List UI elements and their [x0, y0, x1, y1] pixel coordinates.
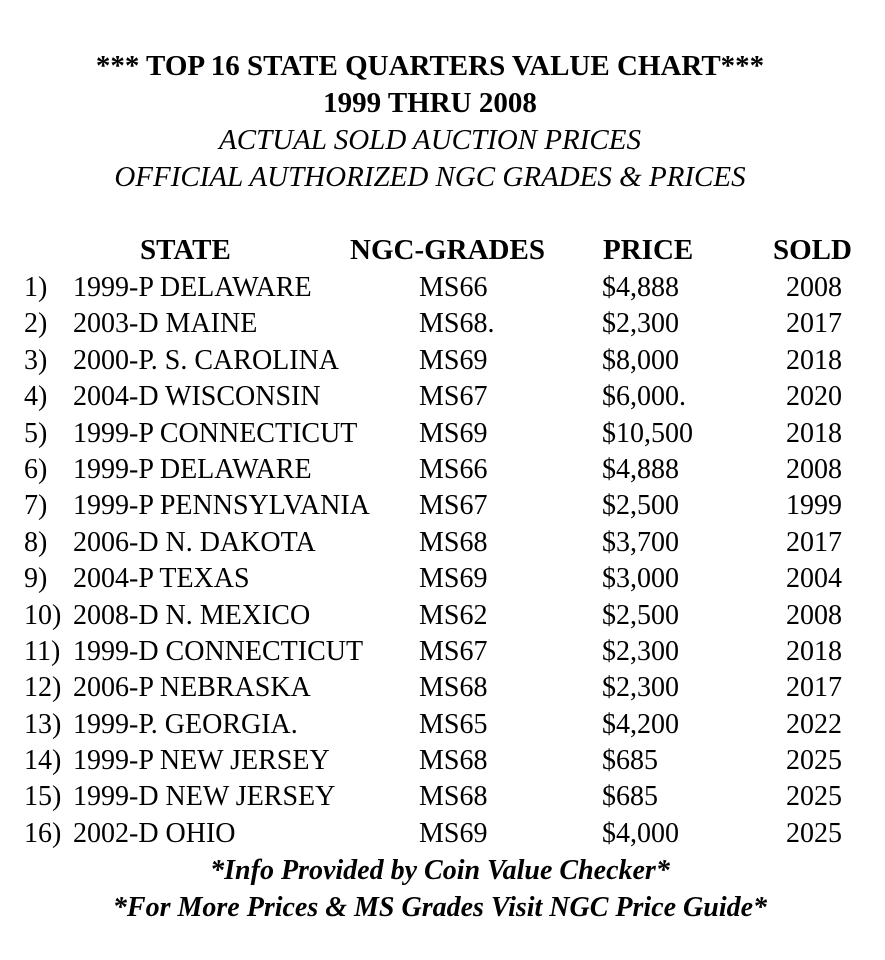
row-price: $4,888	[602, 272, 679, 303]
chart-header	[0, 48, 860, 196]
row-grade: MS67	[419, 635, 488, 667]
row-coin: 1999-P NEW JERSEY	[73, 745, 330, 777]
row-number: 9)	[24, 563, 48, 595]
row-sold-year: 2022	[786, 708, 842, 740]
row-sold-year: 1999	[786, 490, 842, 522]
row-coin: 1999-P CONNECTICUT	[73, 417, 358, 449]
row-grade: MS68	[419, 672, 488, 704]
row-coin: 2003-D MAINE	[73, 308, 258, 340]
row-grade: MS67	[419, 381, 488, 413]
table-row	[0, 561, 885, 597]
row-grade: MS66	[419, 453, 488, 485]
row-price: $2,500	[602, 599, 679, 631]
table-row	[0, 379, 885, 415]
row-coin: 2004-P TEXAS	[73, 563, 250, 595]
row-number: 7)	[24, 490, 48, 522]
row-sold-year: 2017	[786, 308, 842, 340]
row-grade: MS69	[419, 344, 488, 376]
row-sold-year: 2017	[786, 672, 842, 704]
row-grade: MS69	[419, 417, 488, 449]
row-grade: MS67	[419, 490, 488, 522]
row-number: 15)	[24, 781, 62, 813]
row-sold-year: 2018	[786, 344, 842, 376]
row-coin: 2008-D N. MEXICO	[73, 599, 311, 631]
row-sold-year: 2020	[786, 381, 842, 413]
table-row	[0, 707, 885, 743]
row-number: 1)	[24, 272, 48, 303]
row-price: $2,500	[602, 490, 679, 522]
row-sold-year: 2008	[786, 453, 842, 485]
table-row	[0, 306, 885, 342]
row-grade: MS69	[419, 817, 488, 849]
row-coin: 1999-P DELAWARE	[73, 272, 312, 303]
row-price: $685	[602, 745, 658, 777]
table-row	[0, 343, 885, 379]
row-grade: MS68	[419, 781, 488, 813]
table-row	[0, 743, 885, 779]
row-sold-year: 2025	[786, 781, 842, 813]
row-number: 6)	[24, 453, 48, 485]
row-number: 12)	[24, 672, 62, 704]
row-grade: MS65	[419, 708, 488, 740]
row-price: $2,300	[602, 308, 679, 340]
footer-guide: *For More Prices & MS Grades Visit NGC Price Guide*	[112, 892, 768, 923]
row-sold-year: 2017	[786, 526, 842, 558]
row-grade: MS69	[419, 563, 488, 595]
quarters-table	[0, 270, 885, 852]
row-coin: 2002-D OHIO	[73, 817, 236, 849]
year-range: 1999 THRU 2008	[323, 87, 537, 119]
table-row	[0, 779, 885, 815]
row-price: $4,000	[602, 817, 679, 849]
table-row	[0, 670, 885, 706]
row-number: 11)	[24, 635, 61, 667]
subtitle-auction: ACTUAL SOLD AUCTION PRICES	[219, 124, 641, 156]
column-header-state: STATE	[140, 234, 231, 266]
row-grade: MS68	[419, 526, 488, 558]
row-number: 14)	[24, 745, 62, 777]
column-header-grades: NGC-GRADES	[350, 234, 545, 266]
row-price: $2,300	[602, 635, 679, 667]
column-header-sold: SOLD	[773, 234, 852, 266]
row-sold-year: 2025	[786, 817, 842, 849]
row-number: 2)	[24, 308, 48, 340]
row-grade: MS62	[419, 599, 488, 631]
row-price: $10,500	[602, 417, 693, 449]
row-price: $4,888	[602, 453, 679, 485]
chart-title: *** TOP 16 STATE QUARTERS VALUE CHART***	[95, 50, 765, 82]
row-coin: 1999-P DELAWARE	[73, 453, 312, 485]
row-sold-year: 2004	[786, 563, 842, 595]
table-row	[0, 634, 885, 670]
row-coin: 1999-P PENNSYLVANIA	[73, 490, 370, 522]
subtitle-ngc: OFFICIAL AUTHORIZED NGC GRADES & PRICES	[114, 161, 746, 193]
row-coin: 1999-P. GEORGIA.	[73, 708, 298, 740]
row-sold-year: 2008	[786, 599, 842, 631]
table-row	[0, 270, 885, 306]
row-price: $4,200	[602, 708, 679, 740]
row-number: 16)	[24, 817, 62, 849]
row-sold-year: 2018	[786, 635, 842, 667]
row-sold-year: 2025	[786, 745, 842, 777]
row-number: 3)	[24, 344, 48, 376]
row-number: 5)	[24, 417, 48, 449]
row-number: 4)	[24, 381, 48, 413]
column-headers	[0, 232, 885, 268]
row-coin: 2004-D WISCONSIN	[73, 381, 321, 413]
table-row	[0, 525, 885, 561]
row-coin: 2000-P. S. CAROLINA	[73, 344, 340, 376]
table-row	[0, 816, 885, 852]
chart-footer	[0, 852, 880, 926]
footer-source: *Info Provided by Coin Value Checker*	[210, 855, 670, 886]
table-row	[0, 452, 885, 488]
row-grade: MS68	[419, 745, 488, 777]
table-row	[0, 488, 885, 524]
row-grade: MS66	[419, 272, 488, 303]
row-coin: 2006-D N. DAKOTA	[73, 526, 316, 558]
row-number: 8)	[24, 526, 48, 558]
row-price: $2,300	[602, 672, 679, 704]
row-grade: MS68.	[419, 308, 495, 340]
row-number: 10)	[24, 599, 62, 631]
row-price: $8,000	[602, 344, 679, 376]
row-sold-year: 2008	[786, 272, 842, 303]
row-price: $6,000.	[602, 381, 686, 413]
column-header-price: PRICE	[603, 234, 694, 266]
row-coin: 1999-D NEW JERSEY	[73, 781, 336, 813]
row-price: $685	[602, 781, 658, 813]
table-row	[0, 598, 885, 634]
row-sold-year: 2018	[786, 417, 842, 449]
row-coin: 1999-D CONNECTICUT	[73, 635, 364, 667]
row-number: 13)	[24, 708, 62, 740]
table-row	[0, 416, 885, 452]
row-coin: 2006-P NEBRASKA	[73, 672, 311, 704]
row-price: $3,700	[602, 526, 679, 558]
row-price: $3,000	[602, 563, 679, 595]
